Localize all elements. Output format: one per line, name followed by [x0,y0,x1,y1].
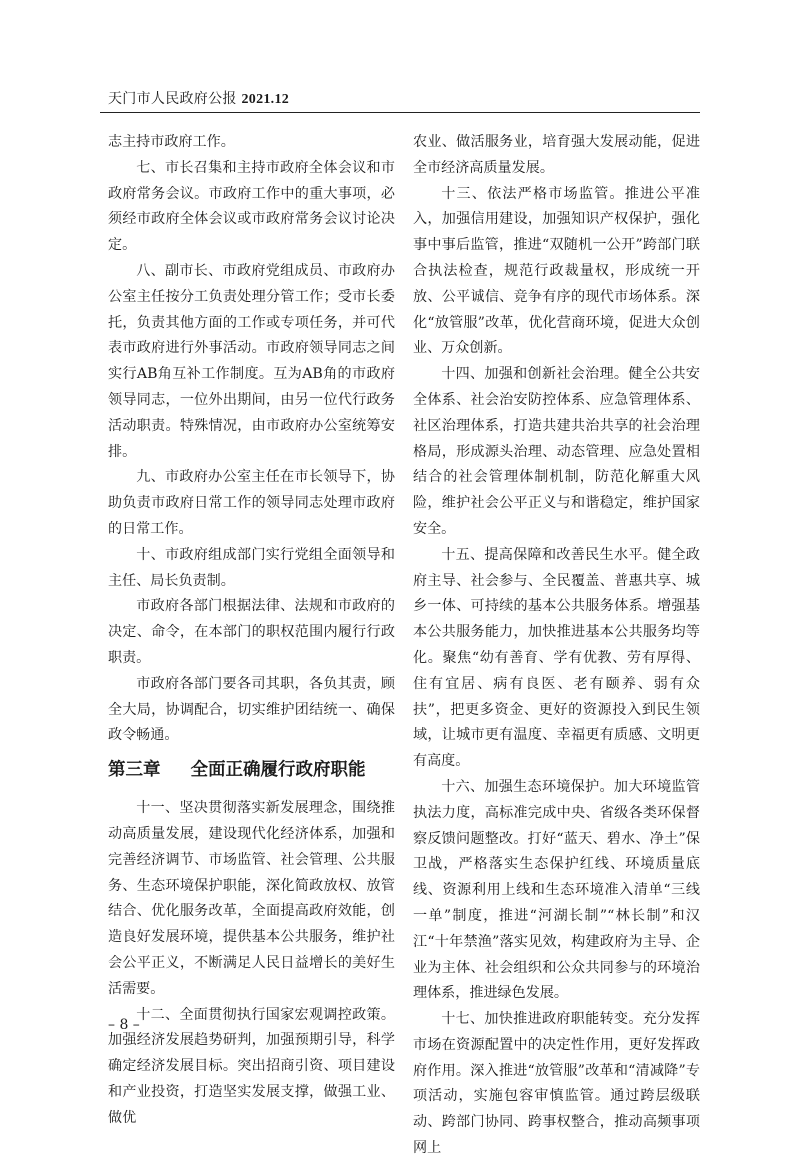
paragraph: 十四、加强和创新社会治理。健全公共安全体系、社会治安防控体系、应急管理体系、社区治理体系，打造共建共治共享的社会治理格局，形成源头治理、动态管理、应急处置相结合的社会管理体制机制，防范化解重大风险，维护社会公平正义与和谐稳定，维护国家安全。 [413,366,700,537]
left-column [108,130,395,1131]
paragraph: 十七、加快推进政府职能转变。充分发挥市场在资源配置中的决定性作用，更好发挥政府作用。深入推进“放管服”改革和“清减降”专项活动，实施包容审慎监管。通过跨层级联动、跨部门协同、跨事权整合，推动高频事项网上 [413,1011,700,1157]
right-paragraphs [413,130,700,1162]
left-paragraphs-before [108,130,395,749]
header-rule [100,112,700,113]
paragraph: 十六、加强生态环境保护。加大环境监管执法力度，高标准完成中央、省级各类环保督察反馈问题整改。打好“蓝天、碧水、净土”保卫战，严格落实生态保护红线、环境质量底线、资源利用上线和生态环境准入清单“三线一单”制度，推进“河湖长制”“林长制”和汉江“十年禁渔”落实见效，构建政府为主导、企业为主体、社会组织和公众共同参与的环境治理体系，推进绿色发展。 [413,778,700,1002]
paragraph: 农业、做活服务业，培育强大发展动能，促进全市经济高质量发展。 [413,134,700,176]
chapter-title: 全面正确履行政府职能 [190,760,366,781]
page-number: – 8 – [108,1017,140,1033]
paragraph: 十二、全面贯彻执行国家宏观调控政策。加强经济发展趋势研判，加强预期引导，科学确定经济发展目标。突出招商引资、项目建设和产业投资，打造坚实发展支撑，做强工业、做优 [108,1006,395,1126]
paragraph: 十一、坚决贯彻落实新发展理念，围绕推动高质量发展，建设现代化经济体系，加强和完善经济调节、市场监管、社会管理、公共服务、生态环境保护职能，深化简政放权、放管结合、优化服务改革，全面提高政府效能，创造良好发展环境，提供基本公共服务，维护社会公平正义，不断满足人民日益增长的美好生活需要。 [108,800,395,997]
paragraph: 九、市政府办公室主任在市长领导下，协助负责市政府日常工作的领导同志处理市政府的日常工作。 [108,469,395,537]
right-column [413,130,700,1162]
paragraph: 七、市长召集和主持市政府全体会议和市政府常务会议。市政府工作中的重大事项，必须经市政府全体会议或市政府常务会议讨论决定。 [108,159,395,254]
paragraph: 市政府各部门根据法律、法规和市政府的决定、命令，在本部门的职权范围内履行行政职责。 [108,598,395,666]
publication-title: 天门市人民政府公报 [108,91,237,107]
page-header [108,88,289,108]
paragraph: 市政府各部门要各司其职，各负其责，顾全大局，协调配合，切实维护团结统一、确保政令畅通。 [108,675,395,744]
paragraph: 十三、依法严格市场监管。推进公平准入，加强信用建设，加强知识产权保护，强化事中事后监管，推进“双随机一公开”跨部门联合执法检查，规范行政裁量权，形成统一开放、公平诚信、竞争有序的现代市场体系。深化“放管服”改革，优化营商环境，促进大众创业、万众创新。 [413,185,700,357]
chapter-heading [108,758,395,782]
paragraph: 十、市政府组成部门实行党组全面领导和主任、局长负责制。 [108,546,395,589]
issue-number: 2021.12 [241,92,290,107]
paragraph: 十五、提高保障和改善民生水平。健全政府主导、社会参与、全民覆盖、普惠共享、城乡一体、可持续的基本公共服务体系。增强基本公共服务能力，加快推进基本公共服务均等化。聚焦“幼有善育、学有优教、劳有厚得、住有宜居、病有良医、老有颐养、弱有众扶”，把更多资金、更好的资源投入到民生领域，让城市更有温度、幸福更有质感、文明更有高度。 [413,546,700,770]
paragraph: 八、副市长、市政府党组成员、市政府办公室主任按分工负责处理分管工作；受市长委托，负责其他方面的工作或专项任务，并可代表市政府进行外事活动。市政府领导同志之间实行AB角互补工作制度。互为AB角的市政府领导同志，一位外出期间，由另一位代行政务活动职责。特殊情况，由市政府办公室统筹安排。 [108,262,395,460]
paragraph: 志主持市政府工作。 [108,134,235,150]
chapter-number: 第三章 [108,760,161,781]
left-paragraphs-after [108,796,395,1131]
